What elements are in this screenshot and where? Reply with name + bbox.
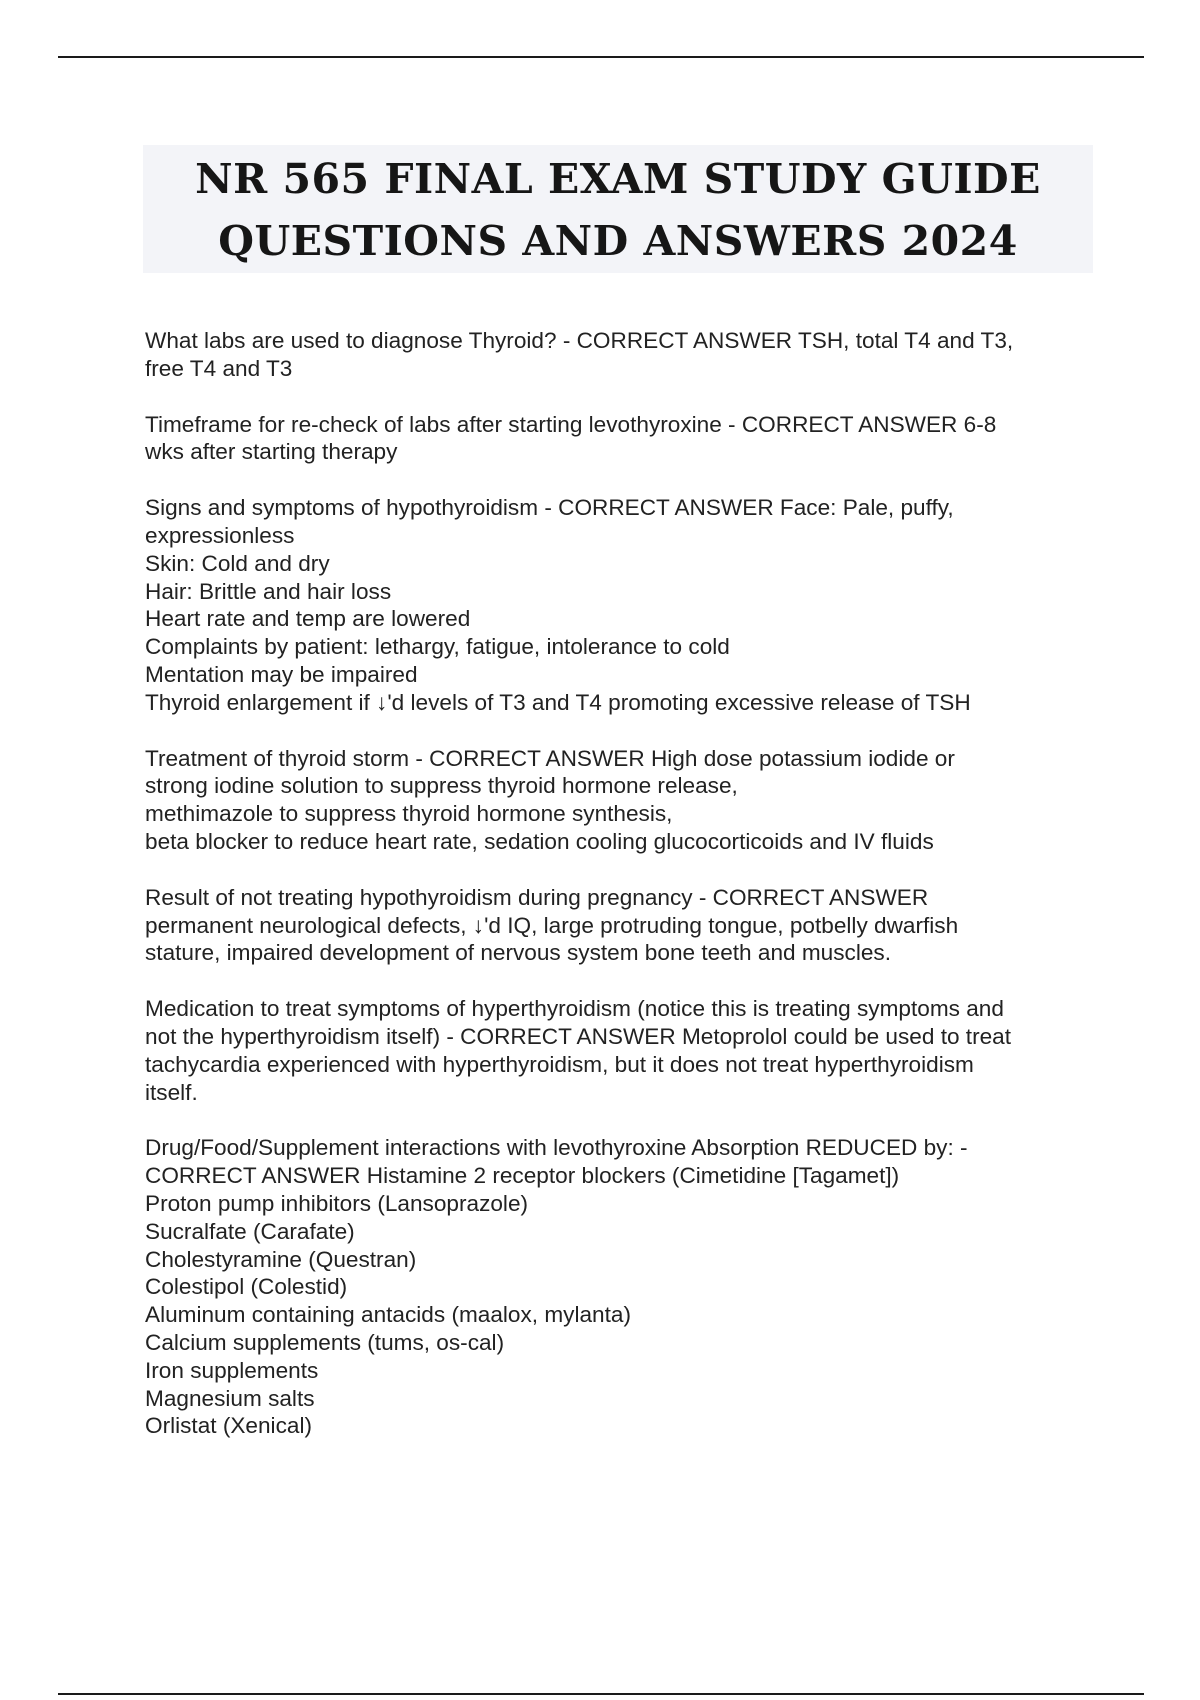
qa-line: tachycardia experienced with hyperthyroidism, but it does not treat hyperthyroidism — [145, 1051, 974, 1077]
qa-line: Timeframe for re-check of labs after starting levothyroxine - CORRECT ANSWER 6-8 — [145, 411, 997, 437]
qa-line: Heart rate and temp are lowered — [145, 606, 471, 632]
qa-line: Aluminum containing antacids (maalox, mylanta) — [145, 1302, 631, 1328]
qa-line: Result of not treating hypothyroidism during pregnancy - CORRECT ANSWER — [145, 884, 929, 910]
qa-line: methimazole to suppress thyroid hormone synthesis, — [145, 801, 673, 827]
qa-line: Magnesium salts — [145, 1385, 315, 1411]
qa-line: permanent neurological defects, ↓'d IQ, large protruding tongue, potbelly dwarfish — [145, 912, 959, 938]
qa-line: Cholestyramine (Questran) — [145, 1246, 417, 1272]
qa-line: Proton pump inhibitors (Lansoprazole) — [145, 1190, 529, 1216]
bottom-rule — [58, 1693, 1144, 1695]
title-line-1: NR 565 FINAL EXAM STUDY GUIDE — [195, 155, 1041, 203]
qa-line: CORRECT ANSWER Histamine 2 receptor blockers (Cimetidine [Tagamet]) — [145, 1163, 900, 1189]
qa-line: Orlistat (Xenical) — [145, 1413, 312, 1439]
qa-line: Skin: Cold and dry — [145, 550, 330, 576]
qa-line: What labs are used to diagnose Thyroid? - CORRECT ANSWER TSH, total T4 and T3, — [145, 328, 1014, 353]
qa-line: stature, impaired development of nervous system bone teeth and muscles. — [145, 940, 891, 966]
qa-line: Sucralfate (Carafate) — [145, 1218, 355, 1244]
qa-item — [145, 884, 1095, 967]
qa-item — [145, 1134, 1095, 1440]
qa-line: not the hyperthyroidism itself) - CORRECT ANSWER Metoprolol could be used to treat — [145, 1023, 1012, 1049]
document-title — [143, 145, 1093, 273]
qa-item — [145, 995, 1095, 1106]
qa-line: Calcium supplements (tums, os-cal) — [145, 1329, 505, 1355]
qa-line: Complaints by patient: lethargy, fatigue, intolerance to cold — [145, 634, 730, 660]
title-line-2: QUESTIONS AND ANSWERS 2024 — [218, 217, 1018, 265]
qa-line: strong iodine solution to suppress thyroid hormone release, — [145, 773, 738, 799]
qa-line: Medication to treat symptoms of hyperthyroidism (notice this is treating symptoms and — [145, 996, 1004, 1022]
qa-item — [145, 745, 1095, 856]
qa-item — [145, 411, 1095, 467]
qa-line: free T4 and T3 — [145, 355, 293, 381]
qa-item — [145, 494, 1095, 716]
qa-line: Hair: Brittle and hair loss — [145, 578, 392, 604]
qa-line: Treatment of thyroid storm - CORRECT ANSWER High dose potassium iodide or — [145, 745, 955, 771]
qa-item — [145, 327, 1095, 383]
qa-line: Colestipol (Colestid) — [145, 1274, 348, 1300]
qa-line: itself. — [145, 1079, 198, 1105]
top-rule — [58, 56, 1144, 58]
qa-line: beta blocker to reduce heart rate, sedation cooling glucocorticoids and IV fluids — [145, 828, 934, 854]
qa-line: wks after starting therapy — [145, 439, 398, 465]
qa-line: Mentation may be impaired — [145, 661, 418, 687]
qa-line: Thyroid enlargement if ↓'d levels of T3 and T4 promoting excessive release of TSH — [145, 689, 971, 715]
qa-line: Drug/Food/Supplement interactions with levothyroxine Absorption REDUCED by: - — [145, 1135, 968, 1161]
qa-line: expressionless — [145, 522, 295, 548]
qa-list — [145, 327, 1095, 1468]
qa-line: Signs and symptoms of hypothyroidism - CORRECT ANSWER Face: Pale, puffy, — [145, 495, 954, 521]
qa-line: Iron supplements — [145, 1357, 319, 1383]
